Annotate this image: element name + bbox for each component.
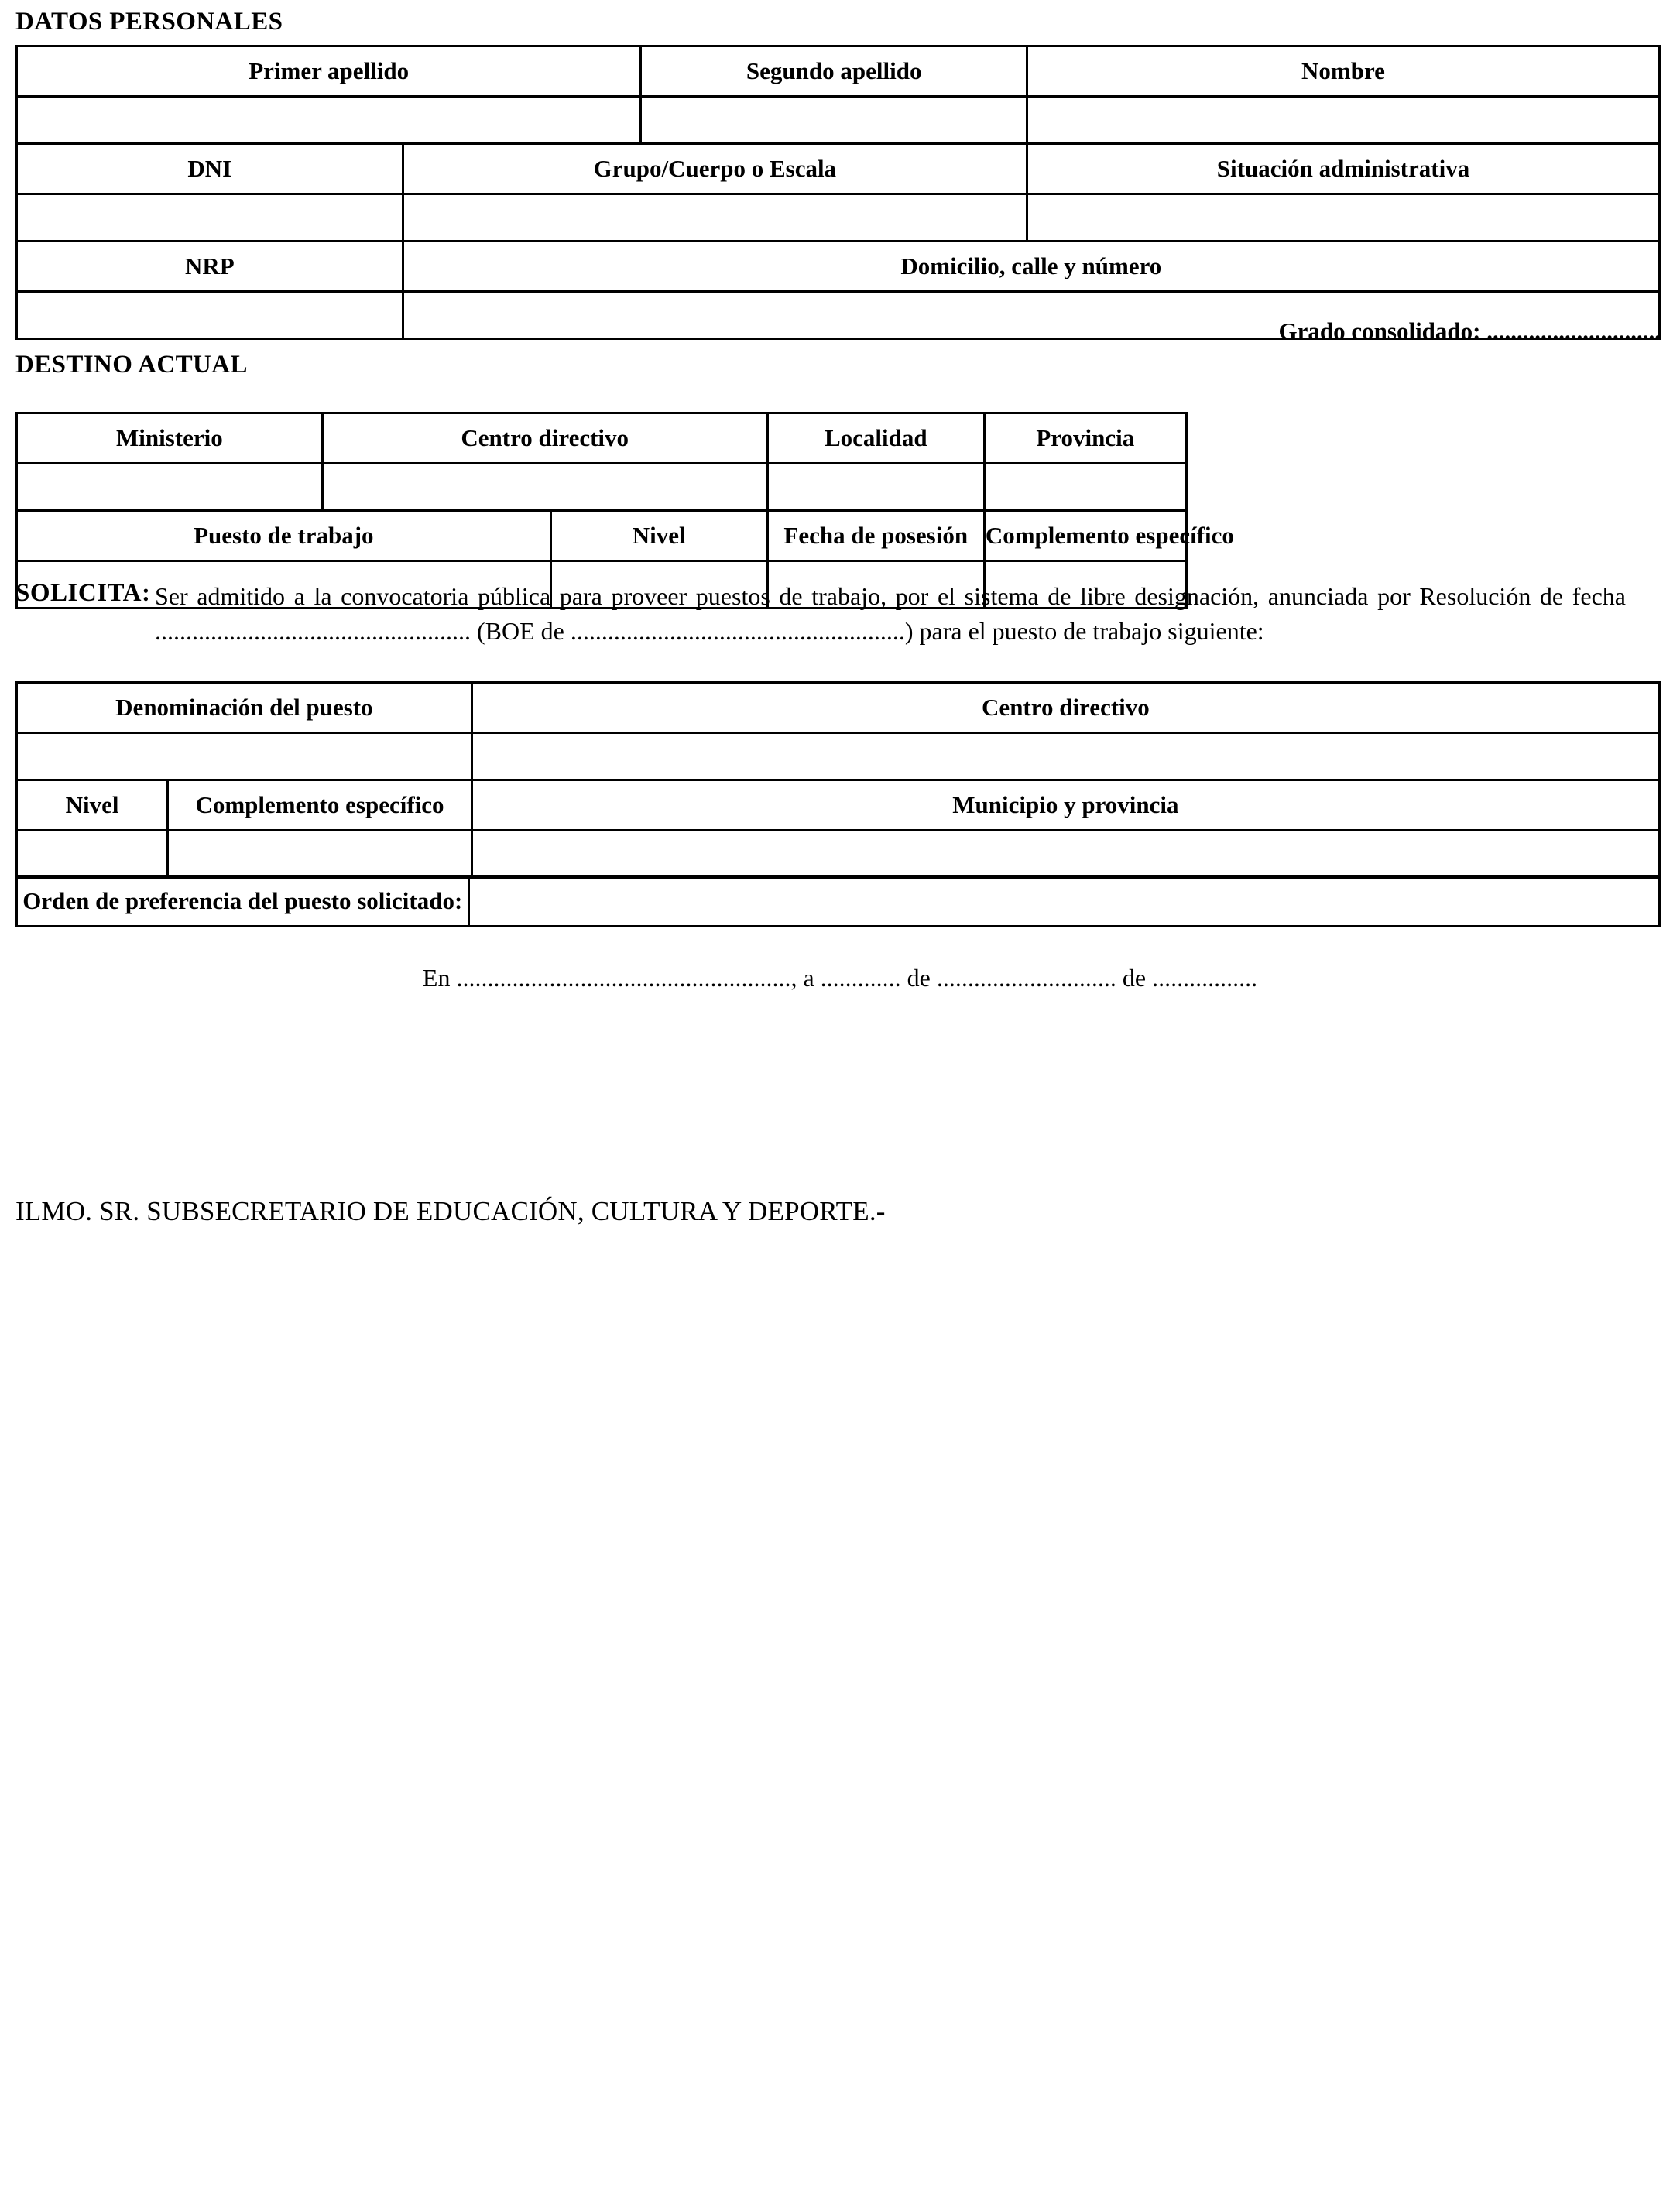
table-row — [17, 97, 1660, 144]
orden-preferencia-table-wrapper — [15, 875, 1661, 927]
field-nrp[interactable] — [17, 292, 403, 339]
header-centro-directivo-solicitado: Centro directivo — [471, 683, 1659, 733]
puesto-solicitado-table-wrapper — [15, 681, 1661, 879]
table-row — [17, 683, 1660, 733]
field-segundo-apellido[interactable] — [641, 97, 1027, 144]
table-row — [17, 144, 1660, 194]
table-row — [17, 464, 1660, 511]
field-complemento-especifico-solicitado[interactable] — [168, 831, 472, 878]
solicita-line-3: de ......................................................) para el puesto de trabajo siguiente: — [540, 617, 1264, 645]
field-primer-apellido[interactable] — [17, 97, 641, 144]
field-orden-preferencia[interactable] — [468, 876, 1659, 927]
field-nombre[interactable] — [1027, 97, 1660, 144]
solicita-label: SOLICITA: — [15, 579, 151, 607]
header-situacion-administrativa: Situación administrativa — [1027, 144, 1660, 194]
header-segundo-apellido: Segundo apellido — [641, 46, 1027, 97]
footer-addressee: ILMO. SR. SUBSECRETARIO DE EDUCACIÓN, CULTURA Y DEPORTE.- — [15, 1196, 886, 1226]
header-municipio-provincia: Municipio y provincia — [471, 780, 1659, 831]
field-nivel-solicitado[interactable] — [17, 831, 168, 878]
table-row — [17, 876, 1660, 927]
header-ministerio: Ministerio — [17, 413, 323, 464]
orden-preferencia-table — [15, 875, 1661, 927]
solicita-line-2: designación, anunciada por Resolución de fecha ................................................... (BOE — [155, 582, 1627, 645]
field-situacion-administrativa[interactable] — [1027, 194, 1660, 242]
header-primer-apellido: Primer apellido — [17, 46, 641, 97]
header-provincia: Provincia — [984, 413, 1186, 464]
field-provincia[interactable] — [984, 464, 1186, 511]
header-nivel: Nivel — [550, 511, 767, 561]
table-row — [17, 831, 1660, 878]
field-dni[interactable] — [17, 194, 403, 242]
header-localidad: Localidad — [767, 413, 984, 464]
field-ministerio[interactable] — [17, 464, 323, 511]
field-centro-directivo[interactable] — [322, 464, 767, 511]
header-nivel-solicitado: Nivel — [17, 780, 168, 831]
solicita-line-1: Ser admitido a la convocatoria pública para proveer puestos de trabajo, por el sistema de libre — [155, 582, 1126, 610]
header-nrp: NRP — [17, 242, 403, 292]
personal-data-table — [15, 45, 1661, 340]
puesto-solicitado-table — [15, 681, 1661, 879]
fecha-line[interactable]: En ......................................................, a ............. de ............................. de ................. — [422, 964, 1258, 992]
table-row — [17, 511, 1660, 561]
header-fecha-posesion: Fecha de posesión — [767, 511, 984, 561]
grado-consolidado-line[interactable]: Grado consolidado: ............................. — [1278, 317, 1661, 344]
datos-personales-heading: DATOS PERSONALES — [15, 8, 283, 36]
field-denominacion-puesto[interactable] — [17, 733, 472, 780]
destino-actual-table-wrapper — [15, 396, 1661, 609]
destino-actual-heading: DESTINO ACTUAL — [15, 351, 248, 379]
field-grupo-cuerpo-escala[interactable] — [403, 194, 1027, 242]
table-row — [17, 780, 1660, 831]
header-nombre: Nombre — [1027, 46, 1660, 97]
table-row — [17, 194, 1660, 242]
table-row — [17, 413, 1660, 464]
field-localidad[interactable] — [767, 464, 984, 511]
solicita-block — [15, 579, 1661, 649]
personal-data-table-wrapper — [15, 45, 1661, 340]
solicita-text — [155, 579, 1626, 649]
header-grupo-cuerpo-escala: Grupo/Cuerpo o Escala — [403, 144, 1027, 194]
label-orden-preferencia: Orden de preferencia del puesto solicitado: — [17, 876, 469, 927]
header-complemento-especifico: Complemento específico — [984, 511, 1186, 561]
table-row — [17, 242, 1660, 292]
header-dni: DNI — [17, 144, 403, 194]
field-centro-directivo-solicitado[interactable] — [471, 733, 1659, 780]
table-row — [17, 46, 1660, 97]
header-puesto-de-trabajo: Puesto de trabajo — [17, 511, 551, 561]
header-complemento-especifico-solicitado: Complemento específico — [168, 780, 472, 831]
table-row — [17, 733, 1660, 780]
header-denominacion-puesto: Denominación del puesto — [17, 683, 472, 733]
field-municipio-provincia[interactable] — [471, 831, 1659, 878]
header-domicilio: Domicilio, calle y número — [403, 242, 1659, 292]
header-centro-directivo: Centro directivo — [322, 413, 767, 464]
